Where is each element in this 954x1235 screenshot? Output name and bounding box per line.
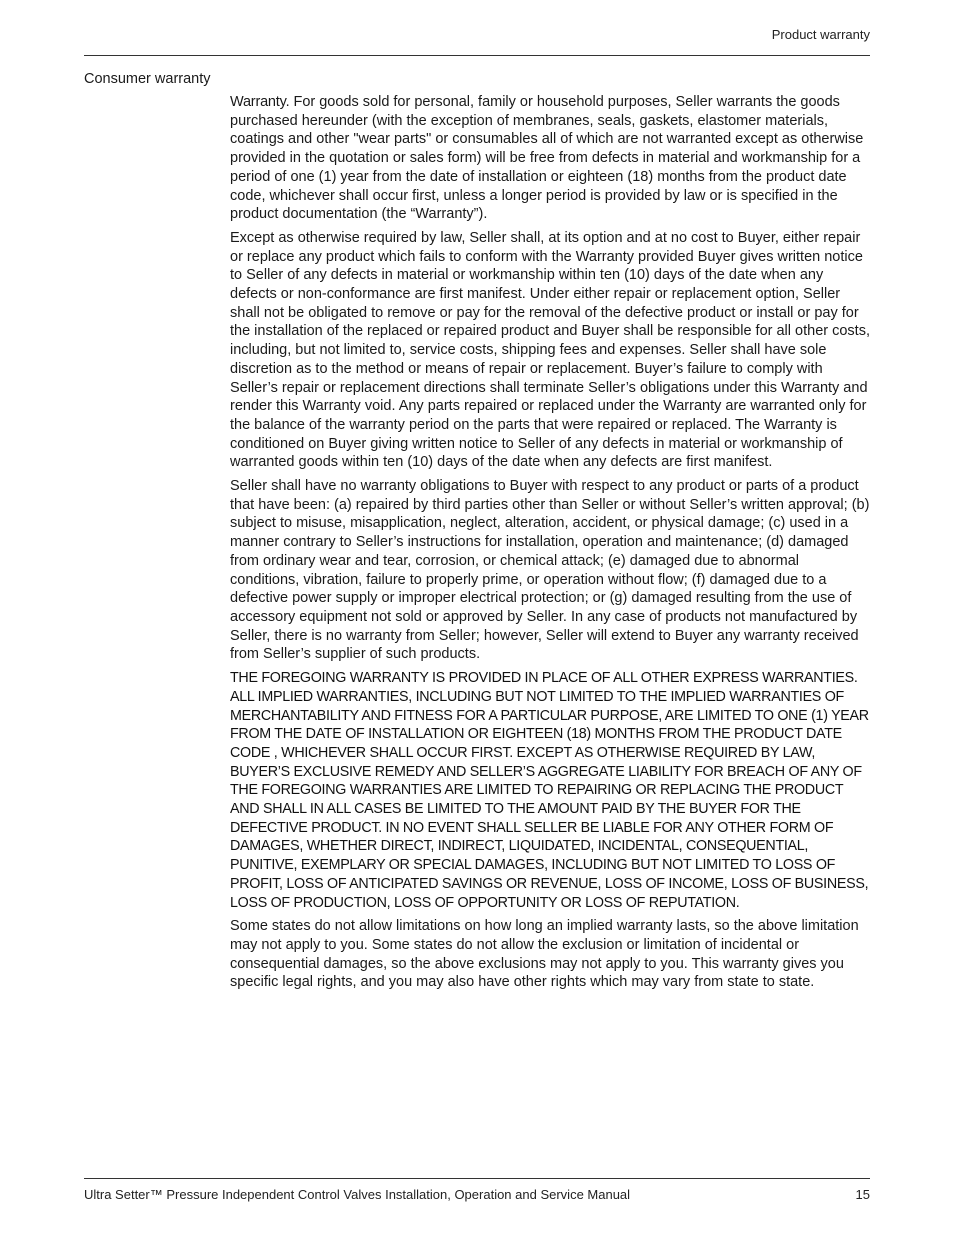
paragraph-exclusions: Seller shall have no warranty obligations to Buyer with respect to any product or parts of a product that have been: (a) repaired by third parties other than Seller or without Seller’s written approval; (b) subject to misuse, misapplication, neglect, alteration, accident, or physical damage; (c) used in a manner contrary to Seller’s instructions for installation, operation and maintenance; (d) damaged from ordinary wear and tear, corrosion, or chemical attack; (e) damaged due to abnormal conditions, vibration, failure to properly prime, or operation without flow; (f) damaged due to a defective power supply or improper electrical protection; or (g) damaged resulting from the use of accessory equipment not sold or approved by Seller. In any case of products not manufactured by Seller, there is no warranty from Seller; however, Seller will extend to Buyer any warranty received from Seller’s supplier of such products. [230, 478, 870, 663]
section-heading: Consumer warranty [84, 71, 211, 87]
warranty-run-in-heading: Warranty. [230, 94, 290, 110]
running-header: Product warranty [771, 27, 870, 42]
paragraph-remedy: Except as otherwise required by law, Seller shall, at its option and at no cost to Buyer, either repair or replace any product which fails to conform with the Warranty provided Buyer gives written notice to Seller of any defects in material or workmanship within ten (10) days of the date when any defects or non-conformance are first manifest. Under either repair or replacement option, Seller shall not be obligated to remove or pay for the removal of the defective product or install or pay for the installation of the replaced or repaired product and Buyer shall be responsible for all other costs, including, but not limited to, service costs, shipping fees and expenses. Seller shall have sole discretion as to the method or means of repair or replacement. Buyer’s failure to comply with Seller’s repair or replacement directions shall terminate Seller’s obligations under this Warranty and render this Warranty void. Any parts repaired or replaced under the Warranty are warranted only for the balance of the warranty period on the parts that were repaired or replaced. The Warranty is conditioned on Buyer giving written notice to Seller of any defects in material or workmanship of warranted goods within ten (10) days of the date when any defects are first manifest. [230, 229, 870, 471]
page-number: 15 [855, 1187, 870, 1202]
footer-manual-title: Ultra Setter™ Pressure Independent Control Valves Installation, Operation and Service Manual [84, 1187, 631, 1202]
footer-rule [84, 1178, 870, 1179]
header-rule [84, 55, 870, 56]
page-footer [84, 1187, 870, 1202]
body-column [230, 93, 870, 997]
paragraph-warranty-text: For goods sold for personal, family or household purposes, Seller warrants the goods purchased hereunder (with the exception of membranes, seals, gaskets, elastomer materials, coatings and other "wear parts" or consumables all of which are not warranted except as otherwise provided in the quotation or sales form) will be free from defects in material and workmanship for a period of one (1) year from the date of installation or eighteen (18) months from the product date code, whichever shall occur first, unless a longer period is provided by law or is specified in the product documentation (the “Warranty”). [230, 94, 864, 223]
paragraph-state-law: Some states do not allow limitations on how long an implied warranty lasts, so the above limitation may not apply to you. Some states do not allow the exclusion or limitation of incidental or consequential damages, so the above exclusions may not apply to you. This warranty gives you specific legal rights, and you may also have other rights which may vary from state to state. [230, 918, 859, 991]
paragraph-warranty [230, 93, 870, 224]
paragraph-disclaimer: THE FOREGOING WARRANTY IS PROVIDED IN PLACE OF ALL OTHER EXPRESS WARRANTIES. ALL IMPLIED WARRANTIES, INCLUDING BUT NOT LIMITED TO THE IMPLIED WARRANTIES OF MERCHANTABILITY AND FITNESS FOR A PARTICULAR PURPOSE, ARE LIMITED TO ONE (1) YEAR FROM THE DATE OF INSTALLATION OR EIGHTEEN (18) MONTHS FROM THE PRODUCT DATE CODE , WHICHEVER SHALL OCCUR FIRST. EXCEPT AS OTHERWISE REQUIRED BY LAW, BUYER’S EXCLUSIVE REMEDY AND SELLER’S AGGREGATE LIABILITY FOR BREACH OF ANY OF THE FOREGOING WARRANTIES ARE LIMITED TO REPAIRING OR REPLACING THE PRODUCT AND SHALL IN ALL CASES BE LIMITED TO THE AMOUNT PAID BY THE BUYER FOR THE DEFECTIVE PRODUCT. IN NO EVENT SHALL SELLER BE LIABLE FOR ANY OTHER FORM OF DAMAGES, WHETHER DIRECT, INDIRECT, LIQUIDATED, INCIDENTAL, CONSEQUENTIAL, PUNITIVE, EXEMPLARY OR SPECIAL DAMAGES, INCLUDING BUT NOT LIMITED TO LOSS OF PROFIT, LOSS OF ANTICIPATED SAVINGS OR REVENUE, LOSS OF INCOME, LOSS OF BUSINESS, LOSS OF PRODUCTION, LOSS OF OPPORTUNITY OR LOSS OF REPUTATION. [230, 670, 869, 911]
